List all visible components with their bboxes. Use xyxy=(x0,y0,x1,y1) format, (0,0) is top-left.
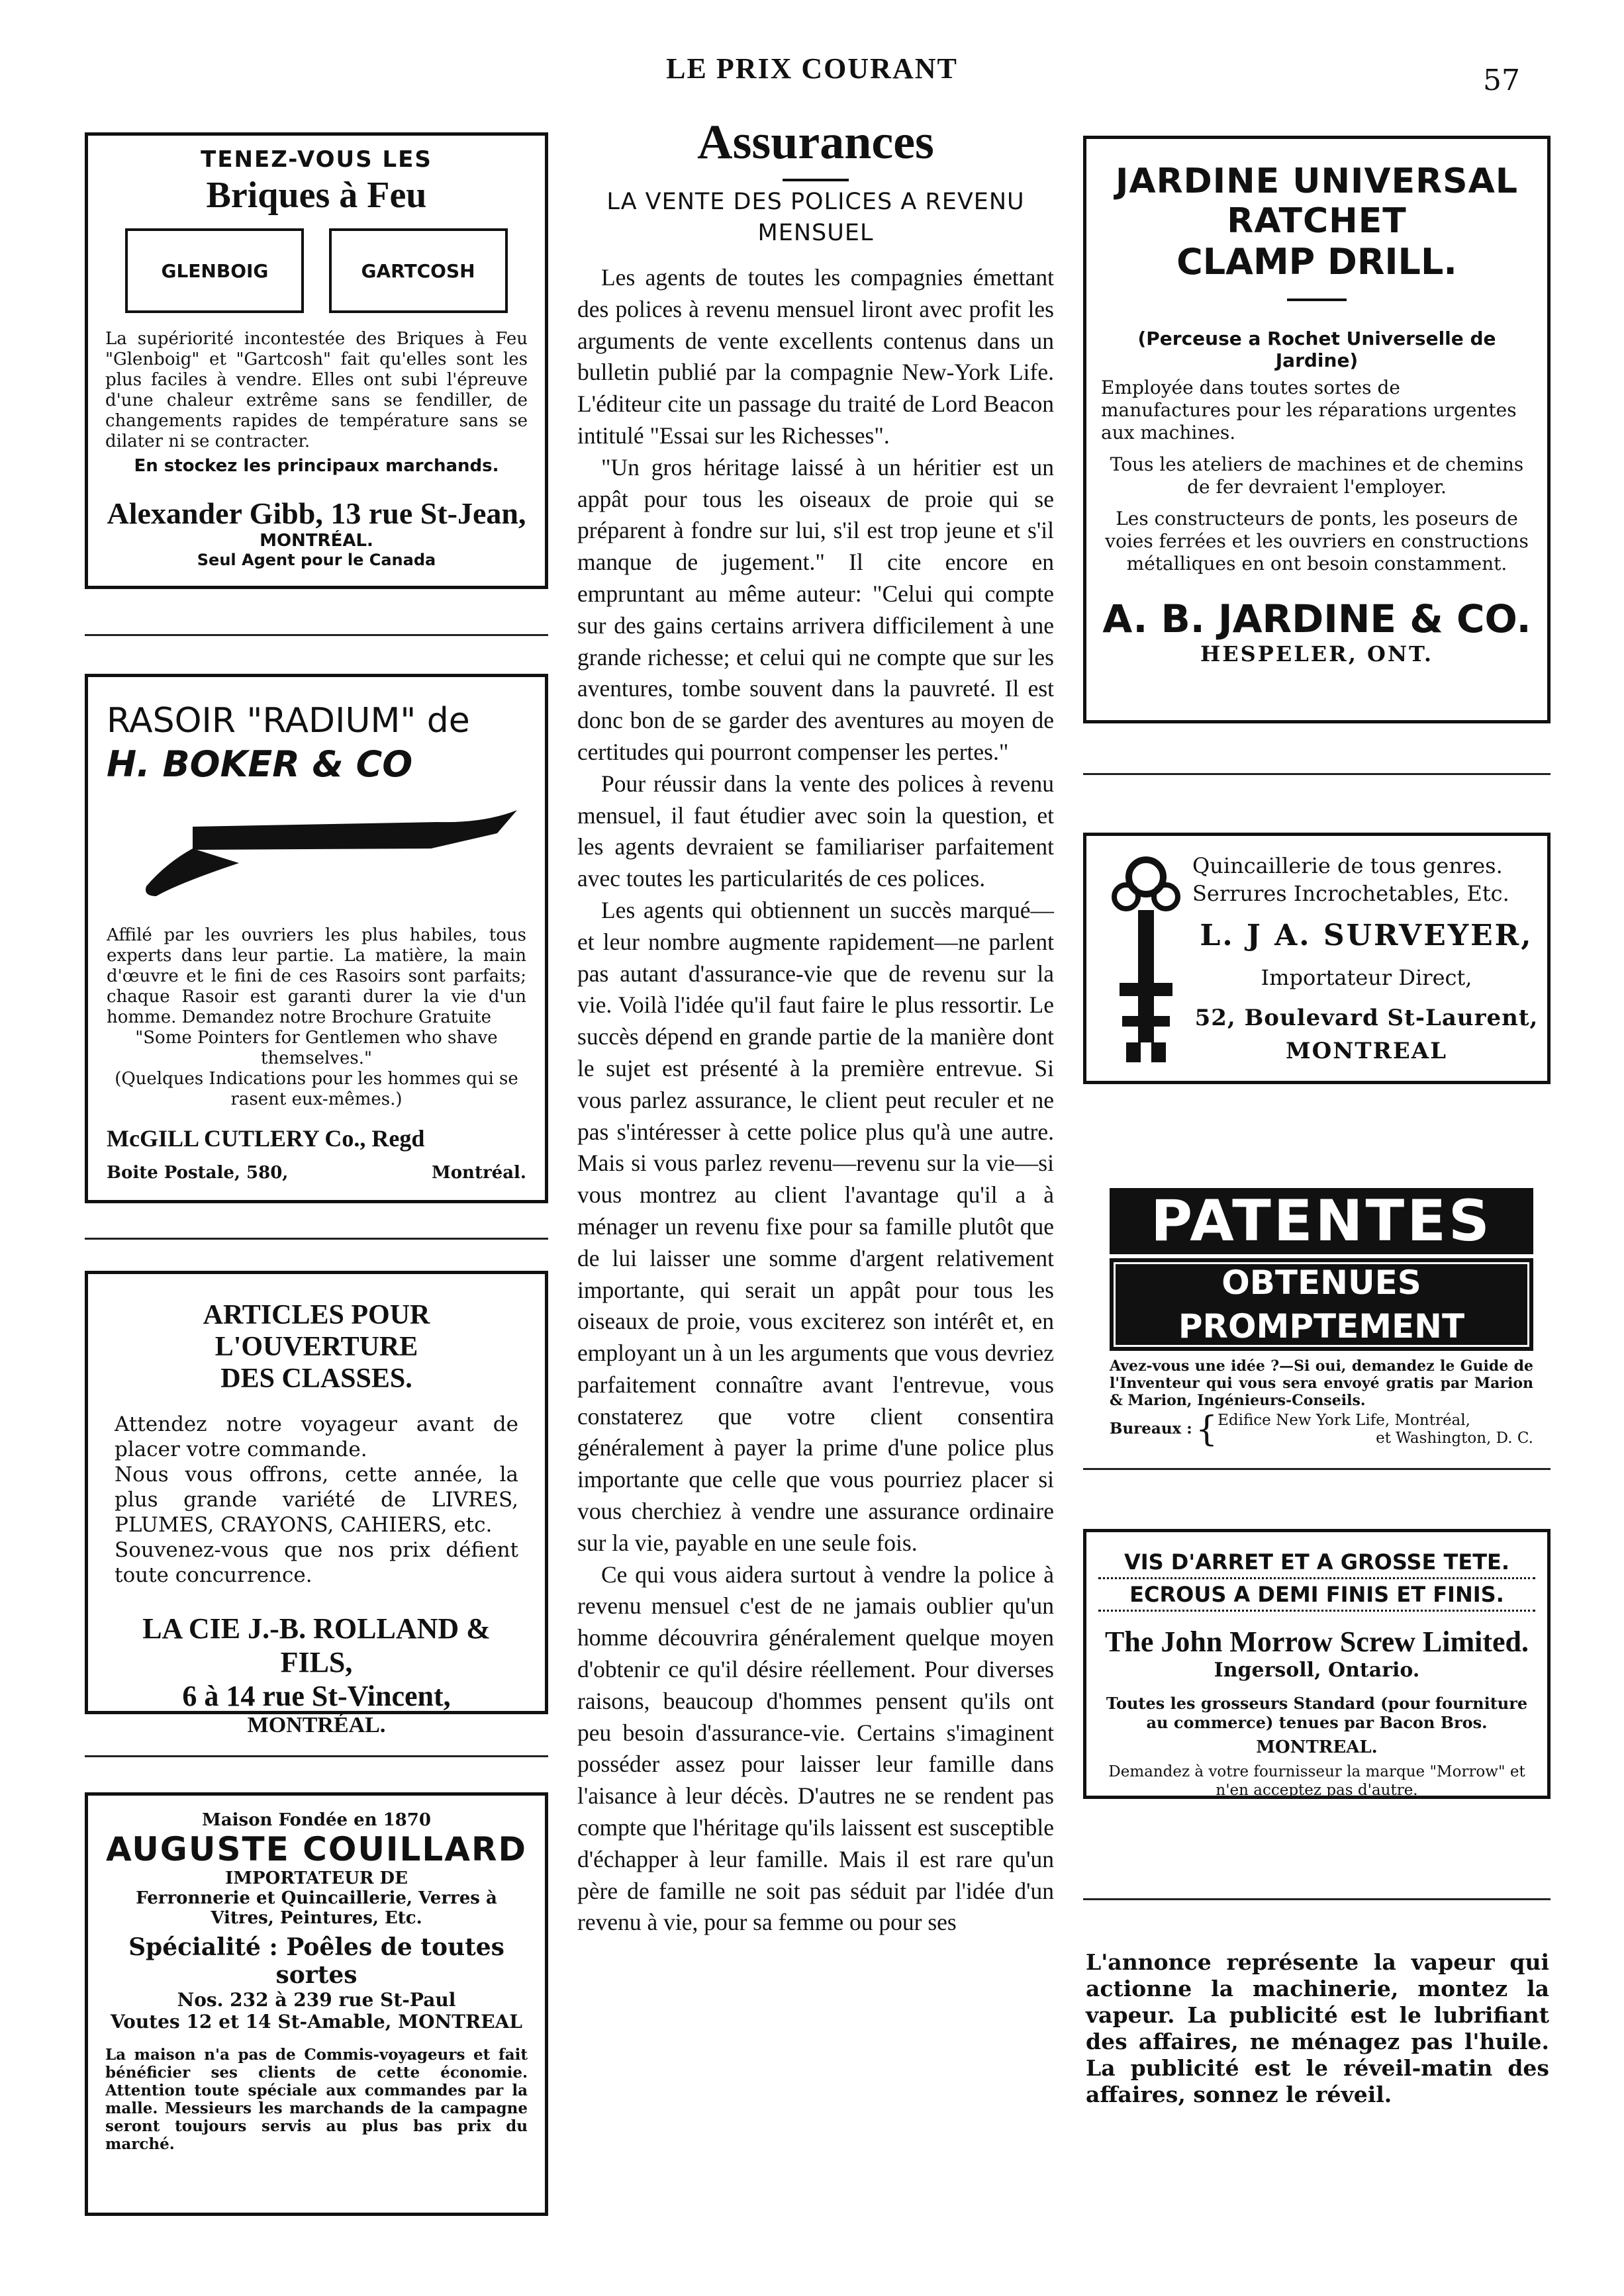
surveyer-city: MONTREAL xyxy=(1285,1038,1448,1064)
patentes-bureaux-label: Bureaux : xyxy=(1110,1420,1192,1438)
surveyer-line2: Serrures Incrochetables, Etc. xyxy=(1192,881,1509,906)
article-paragraph: "Un gros héritage laissé à un héritier est un appât pour tous les oiseaux de proie qui se préparent à fondre sur lui, s'il est trop jeune et s'il manque de jugement." Il cite encore en empruntant au même auteur: "Celui qui compte sur des gains certains arrivera difficilement à une grande richesse; et celui qui ne compte que sur les aventures, tombe souvent dans la pauvreté. Il est donc bon de se garder des aventures au moyen de certitudes qui pourront compenser les pertes." xyxy=(577,453,1054,765)
couillard-address1: Nos. 232 à 239 rue St-Paul xyxy=(177,1989,456,2011)
article-paragraph: Pour réussir dans la vente des polices à revenu mensuel, il faut étudier avec soin la question, et les agents devraient se familiariser parfaitement avec toutes les particularités de ces polices. xyxy=(577,770,1054,892)
article-subtitle: LA VENTE DES POLICES A REVENU MENSUEL xyxy=(606,189,1025,246)
ad-razor xyxy=(85,674,548,1203)
jardine-rule xyxy=(1287,298,1347,301)
morrow-desc: Toutes les grosseurs Standard (pour fourniture au commerce) tenues par Bacon Bros. xyxy=(1106,1694,1528,1732)
morrow-company: The John Morrow Screw Limited. xyxy=(1105,1626,1529,1658)
bricks-city: MONTRÉAL. xyxy=(260,531,373,551)
article-paragraph: Ce qui vous aidera surtout à vendre la police à revenu mensuel c'est de ne jamais oublier qu'un homme découvrira généralement quelque moyen d'obtenir ce qu'il désire réellement. Pour diverses raisons, beaucoup d'hommes pensent qu'ils ont peu besoin d'assurance-vie. Certains s'imaginent posséder assez pour laisser leur famille dans l'aisance à leur décès. D'autres ne se rendent pas compte que l'héritage qu'ils laissent est susceptible d'échapper à leur famille. Mais il est rare qu'un père de famille ne soit pas séduit par l'idée d'un revenu à vie, pour sa femme ou pour ses xyxy=(577,1561,1054,1936)
classes-title2: DES CLASSES. xyxy=(220,1363,412,1394)
morrow-line2: ECROUS A DEMI FINIS ET FINIS. xyxy=(1098,1582,1535,1612)
ad-surveyer xyxy=(1083,833,1551,1084)
patentes-office1: Edifice New York Life, Montréal, xyxy=(1218,1412,1470,1429)
key-lock-icon xyxy=(1100,850,1192,1069)
razor-city: Montréal. xyxy=(431,1163,526,1183)
patentes-office2: et Washington, D. C. xyxy=(1376,1430,1533,1447)
bricks-agent: Alexander Gibb, 13 rue St-Jean, xyxy=(107,496,526,530)
couillard-role: IMPORTATEUR DE xyxy=(225,1868,408,1888)
classes-p1: Attendez notre voyageur avant de placer votre commande. xyxy=(115,1412,518,1461)
brick-gartcosh xyxy=(329,228,508,313)
surveyer-address: 52, Boulevard St-Laurent, xyxy=(1194,1005,1539,1031)
ad-couillard xyxy=(85,1792,548,2216)
jardine-title1: JARDINE UNIVERSAL RATCHET xyxy=(1115,161,1519,241)
morrow-line1: VIS D'ARRET ET A GROSSE TETE. xyxy=(1098,1549,1535,1579)
classes-city: MONTRÉAL. xyxy=(247,1713,386,1737)
couillard-address2: Voutes 12 et 14 St-Amable, MONTREAL xyxy=(110,2011,522,2033)
ad-school-supplies xyxy=(85,1271,548,1737)
divider xyxy=(85,634,548,636)
bricks-line1: TENEZ-VOUS LES xyxy=(201,146,432,173)
jardine-title2: CLAMP DRILL. xyxy=(1176,241,1457,283)
patentes-title: PATENTES xyxy=(1110,1188,1533,1254)
razor-title: RASOIR "RADIUM" de xyxy=(107,701,470,741)
jardine-p1: Employée dans toutes sortes de manufactures pour les réparations urgentes aux machines. xyxy=(1101,377,1517,443)
closing-note: L'annonce représente la vapeur qui actionne la machinerie, montez la vapeur. La publicité est le lubrifiant des affaires, ne ménagez pas l'huile. La publicité est le réveil-matin des affaires, sonnez le réveil. xyxy=(1086,1949,1549,2107)
razor-note: (Quelques Indications pour les hommes qui se rasent eux-mêmes.) xyxy=(115,1069,518,1109)
classes-p3: Souvenez-vous que nos prix défient toute concurrence. xyxy=(115,1538,518,1587)
divider xyxy=(85,1238,548,1240)
bricks-note: Seul Agent pour le Canada xyxy=(197,551,436,569)
divider xyxy=(1083,773,1551,775)
brace-icon: { xyxy=(1196,1410,1218,1449)
bricks-line2: Briques à Feu xyxy=(206,175,427,216)
razor-maker: H. BOKER & CO xyxy=(107,743,413,785)
bricks-illustration xyxy=(105,228,528,316)
classes-address: 6 à 14 rue St-Vincent, xyxy=(182,1680,451,1712)
brick-left-label: GLENBOIG xyxy=(161,260,269,282)
patentes-desc: Avez-vous une idée ?—Si oui, demandez le Guide de l'Inventeur qui vous sera envoyé gratis par Marion & Marion, Ingénieurs-Conseils. xyxy=(1110,1357,1533,1409)
morrow-branch: MONTREAL. xyxy=(1256,1737,1378,1757)
ad-patentes xyxy=(1110,1188,1533,1447)
couillard-note: La maison n'a pas de Commis-voyageurs et fait bénéficier ses clients de cette économie. Attention toute spéciale aux commandes par la malle. Messieurs les marchands de la campagne seront toujours servis au plus bas prix du marché. xyxy=(105,2046,528,2153)
page-number-text: 57 xyxy=(1483,64,1520,97)
razor-illustration xyxy=(126,797,524,916)
couillard-specialty: Spécialité : Poêles de toutes sortes xyxy=(128,1933,504,1989)
ad-fire-bricks xyxy=(85,132,548,589)
divider xyxy=(1083,1898,1551,1900)
bricks-stock: En stockez les principaux marchands. xyxy=(134,456,499,476)
razor-company: McGILL CUTLERY Co., Regd xyxy=(107,1125,425,1152)
surveyer-line1: Quincaillerie de tous genres. xyxy=(1192,853,1503,878)
surveyer-role: Importateur Direct, xyxy=(1261,965,1472,990)
title-rule xyxy=(783,179,849,181)
ad-morrow xyxy=(1083,1529,1551,1799)
jardine-p2: Tous les ateliers de machines et de chemins de fer devraient l'employer. xyxy=(1110,453,1524,498)
article-paragraph: Les agents qui obtiennent un succès marqué—et leur nombre augmente rapidement—ne parlent pas autant d'assurance-vie que de revenu sur la vie. Voilà l'idée qu'il faut faire le plus ressortir. Le succès dépend en grande partie de la manière dont le sujet est présenté à la première entrevue. Si vous parlez assurance, le client peut reculer et ne pas s'intéresser à cette police plus qu'à une autre. Mais si vous parlez revenu—revenu sur la vie—si vous montrez au client l'avantage qu'il a à ménager un revenu fixe pour sa famille plutôt que de lui laisser une somme d'argent relativement importante, qui serait un appât pour tous les oiseaux de proie, vous exciterez son intérêt et, en employant un à un les arguments que vous devriez parfaitement connaître avant l'entrevue, vous constaterez que votre client consentira généralement à payer la prime d'une police plus importante que celle que vous pourriez placer si vous cherchiez à vendre une assurance ordinaire sur la vie, payable en une seule fois. xyxy=(577,896,1054,1556)
patentes-subtitle: OBTENUES PROMPTEMENT xyxy=(1110,1258,1533,1351)
surveyer-name: L. J A. SURVEYER, xyxy=(1200,919,1533,952)
running-title: LE PRIX COURANT xyxy=(666,52,958,85)
razor-box: Boite Postale, 580, xyxy=(107,1163,289,1183)
divider xyxy=(85,1755,548,1757)
razor-footer xyxy=(107,1163,526,1183)
jardine-subtitle: (Perceuse a Rochet Universelle de Jardine) xyxy=(1137,328,1496,371)
classes-p2: Nous vous offrons, cette année, la plus grande variété de LIVRES, PLUMES, CRAYONS, CAHIERS, etc. xyxy=(115,1463,518,1537)
couillard-name: AUGUSTE COUILLARD xyxy=(106,1830,527,1868)
patentes-offices xyxy=(1110,1412,1533,1447)
divider xyxy=(1083,1468,1551,1470)
article xyxy=(577,113,1054,1939)
morrow-note: Demandez à votre fournisseur la marque "Morrow" et n'en acceptez pas d'autre. xyxy=(1108,1763,1525,1799)
razor-brochure: "Some Pointers for Gentlemen who shave themselves." xyxy=(135,1028,498,1068)
brick-glenboig xyxy=(125,228,304,313)
morrow-city: Ingersoll, Ontario. xyxy=(1214,1659,1420,1682)
couillard-goods: Ferronnerie et Quincaillerie, Verres à Vitres, Peintures, Etc. xyxy=(136,1888,497,1928)
classes-company: LA CIE J.-B. ROLLAND & FILS, xyxy=(142,1612,491,1678)
jardine-city: HESPELER, ONT. xyxy=(1200,641,1433,666)
couillard-founded: Maison Fondée en 1870 xyxy=(202,1810,431,1830)
ad-jardine xyxy=(1083,136,1551,723)
razor-desc: Affilé par les ouvriers les plus habiles, tous experts dans leur partie. La matière, la main d'œuvre et le fini de ces Rasoirs sont parfaits; chaque Rasoir est garanti durer la vie d'un homme. Demandez notre Brochure Gratuite xyxy=(107,925,526,1027)
bricks-desc: La supériorité incontestée des Briques à Feu "Glenboig" et "Gartcosh" fait qu'elles sont les plus faciles à vendre. Elles ont subi l'épreuve d'une chaleur extrême sans se fendiller, de changements rapides de température sans se dilater ni se contracter. xyxy=(105,329,528,451)
brick-right-label: GARTCOSH xyxy=(361,260,475,282)
jardine-p3: Les constructeurs de ponts, les poseurs de voies ferrées et les ouvriers en constructions métalliques en ont besoin constamment. xyxy=(1105,508,1529,574)
section-title: Assurances xyxy=(697,115,934,169)
jardine-company: A. B. JARDINE & CO. xyxy=(1102,596,1531,641)
article-paragraph: Les agents de toutes les compagnies émettant des polices à revenu mensuel liront avec profit les arguments de vente excellents contenus dans un bulletin publié par la compagnie New-York Life. L'éditeur cite un passage du traité de Lord Beacon intitulé "Essai sur les Richesses". xyxy=(577,264,1054,449)
article-body xyxy=(577,262,1054,1939)
classes-title1: ARTICLES POUR L'OUVERTURE xyxy=(203,1300,430,1362)
